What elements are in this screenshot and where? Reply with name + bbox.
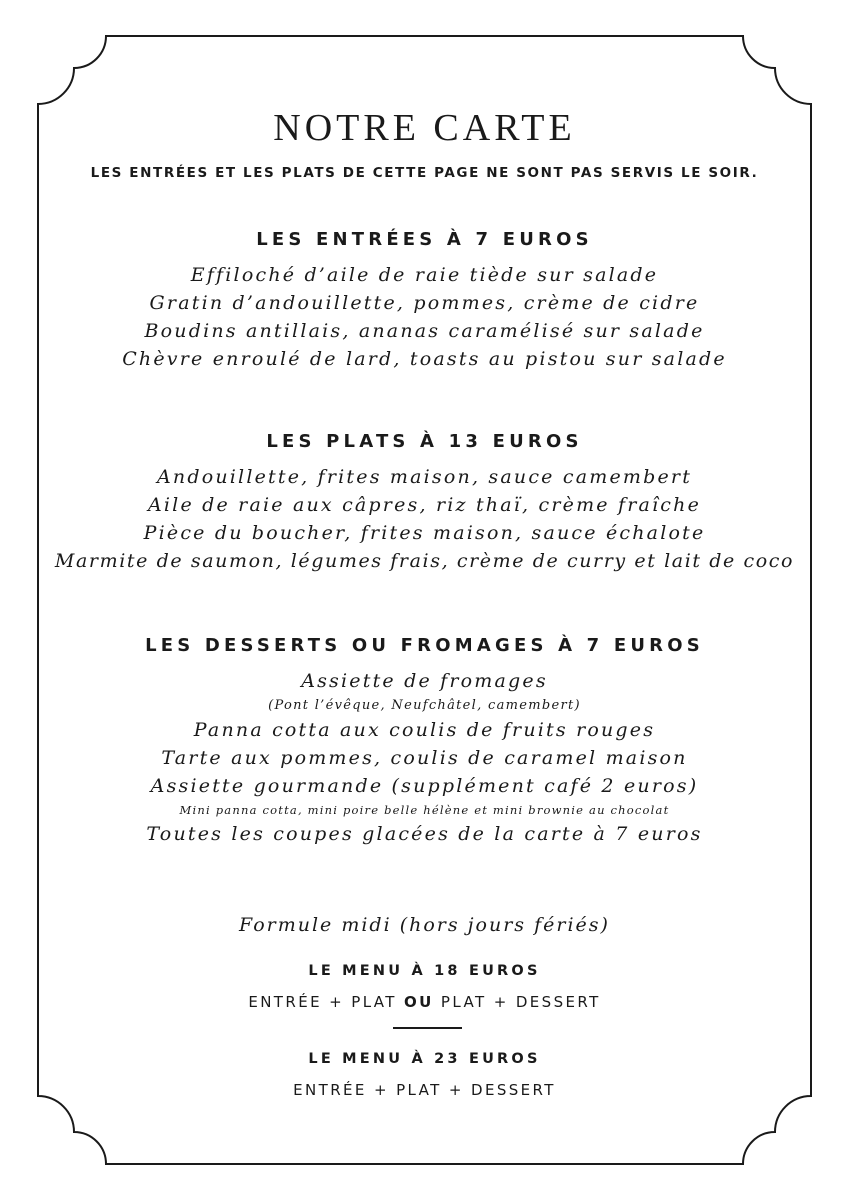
menu-item: Effiloché d’aile de raie tiède sur salade [190, 264, 659, 286]
menu-item: Assiette de fromages [301, 670, 548, 692]
divider-line [393, 1027, 462, 1029]
menu-item: Assiette gourmande (supplément café 2 euros) [150, 775, 699, 797]
menu-item-detail: (Pont l’évêque, Neufchâtel, camembert) [268, 698, 581, 713]
menu-18-desc-part2: PLAT + DESSERT [433, 993, 601, 1011]
evening-notice: LES ENTRÉES ET LES PLATS DE CETTE PAGE NE SONT PAS SERVIS LE SOIR. [90, 165, 759, 181]
menu-23-title: LE MENU À 23 EUROS [308, 1051, 541, 1067]
section-heading-desserts: LES DESSERTS OU FROMAGES À 7 EUROS [145, 635, 704, 656]
desserts-list [0, 667, 849, 848]
menu-item: Aile de raie aux câpres, riz thaï, crème fraîche [147, 494, 702, 516]
menu-18-desc-or: OU [404, 993, 434, 1011]
menu-23-description: ENTRÉE + PLAT + DESSERT [293, 1081, 556, 1099]
page-title: NOTRE CARTE [273, 107, 576, 149]
plats-list [0, 463, 849, 575]
menu-item: Andouillette, frites maison, sauce camembert [156, 466, 693, 488]
entrees-list [0, 261, 849, 373]
formule-midi: Formule midi (hors jours fériés) [239, 914, 610, 936]
menu-item: Marmite de saumon, légumes frais, crème de curry et lait de coco [54, 550, 795, 572]
menu-item-detail: Mini panna cotta, mini poire belle hélène et mini brownie au chocolat [179, 803, 670, 817]
section-heading-plats: LES PLATS À 13 EUROS [266, 431, 583, 452]
menu-18-description [0, 993, 849, 1011]
menu-item: Chèvre enroulé de lard, toasts au pistou sur salade [122, 348, 727, 370]
menu-item: Panna cotta aux coulis de fruits rouges [193, 719, 656, 741]
menu-item: Toutes les coupes glacées de la carte à 7 euros [146, 823, 703, 845]
menu-item: Boudins antillais, ananas caramélisé sur salade [144, 320, 705, 342]
menu-item: Tarte aux pommes, coulis de caramel maison [161, 747, 688, 769]
menu-18-title: LE MENU À 18 EUROS [308, 963, 541, 979]
section-heading-entrees: LES ENTRÉES À 7 EUROS [256, 229, 593, 250]
menu-18-desc-part1: ENTRÉE + PLAT [248, 993, 405, 1011]
menu-item: Gratin d’andouillette, pommes, crème de cidre [149, 292, 700, 314]
menu-item: Pièce du boucher, frites maison, sauce échalote [143, 522, 706, 544]
